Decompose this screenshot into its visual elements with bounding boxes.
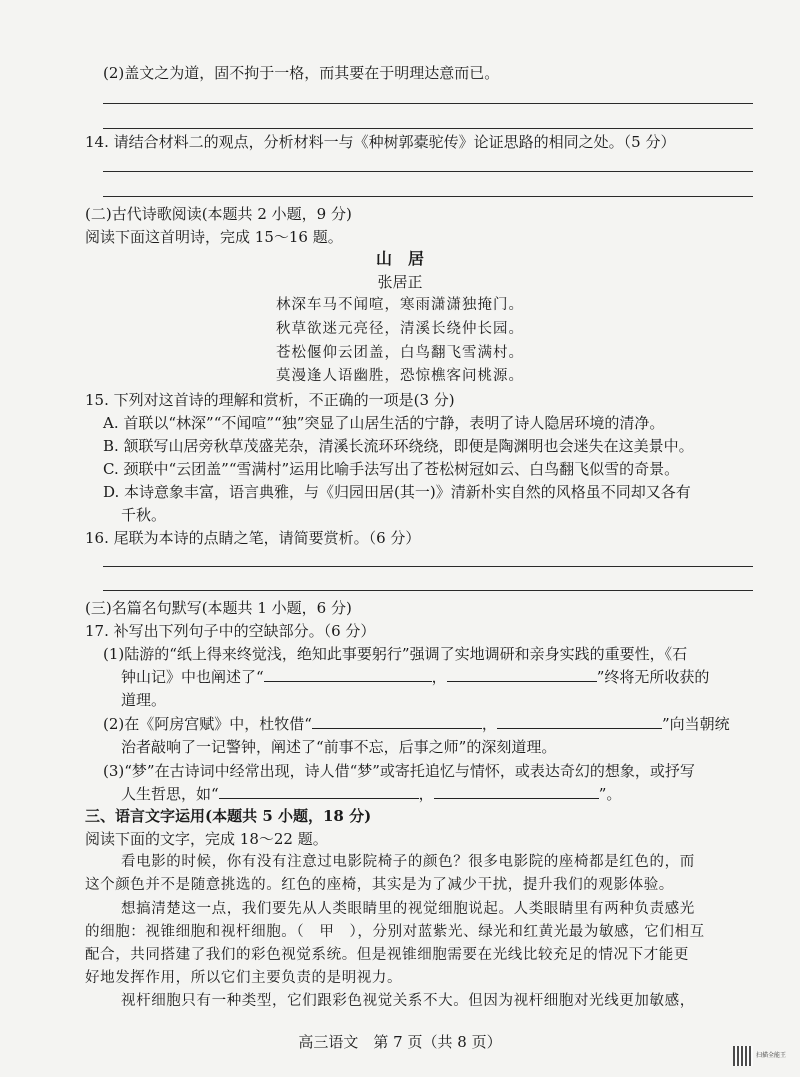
part-3-intro: 阅读下面的文字，完成 18～22 题。: [85, 830, 328, 848]
question-15-stem: 15. 下列对这首诗的理解和赏析，不正确的一项是(3 分): [85, 391, 455, 409]
passage-line: 这个颜色并不是随意挑选的。红色的座椅，其实是为了减少干扰，提升我们的观影体验。: [85, 877, 674, 893]
prompt-text: ，: [431, 668, 447, 686]
poem-line: 秋草欲迷元亮径，清溪长绕仲长园。: [276, 321, 524, 337]
answer-line: [103, 566, 753, 567]
passage-line: 看电影的时候，你有没有注意过电影院椅子的颜色？很多电影院的座椅都是红色的，而: [121, 854, 695, 870]
prompt-text: ，: [481, 715, 497, 733]
poem-author: 张居正: [377, 273, 423, 291]
prompt-text: 钟山记》中也阐述了“: [121, 668, 264, 686]
poem-line: 苍松偃仰云团盖，白鸟翻飞雪满村。: [276, 345, 524, 361]
section-2-heading: (二)古代诗歌阅读(本题共 2 小题，9 分): [85, 205, 352, 223]
question-17-part-2: [103, 713, 730, 735]
question-15-option-d-cont: 千秋。: [121, 506, 167, 524]
prompt-text: ”终将无所收获的: [596, 668, 710, 686]
question-15-option-a: A. 首联以“林深”“不闻喧”“独”突显了山居生活的宁静，表明了诗人隐居环境的清净。: [103, 414, 665, 432]
prompt-text: ，: [418, 785, 434, 803]
question-17-part-3-line-2: [121, 783, 621, 805]
fill-blank[interactable]: [312, 714, 482, 729]
prompt-text: (2)在《阿房宫赋》中，杜牧借“: [103, 715, 312, 733]
question-17-stem: 17. 补写出下列句子中的空缺部分。（6 分）: [85, 622, 376, 640]
question-15-option-c: C. 颈联中“云团盖”“雪满村”运用比喻手法写出了苍松树冠如云、白鸟翻飞似雪的奇景。: [103, 460, 680, 478]
question-13-2: (2)盖文之为道，固不拘于一格，而其要在于明理达意而已。: [103, 64, 500, 82]
question-17-part-1-line-3: 道理。: [121, 691, 167, 709]
answer-line: [103, 128, 753, 129]
question-16: 16. 尾联为本诗的点睛之笔，请简要赏析。（6 分）: [85, 529, 421, 547]
question-17-part-1-line-2: [121, 666, 709, 688]
answer-line: [103, 103, 753, 104]
poem-title: 山 居: [375, 249, 424, 268]
poem-line: 莫漫逢人语幽胜，恐惊樵客问桃源。: [276, 368, 524, 384]
question-17-part-3: (3)“梦”在古诗词中经常出现，诗人借“梦”或寄托追忆与情怀，或表达奇幻的想象，或抒写: [103, 762, 695, 780]
section-3-heading: (三)名篇名句默写(本题共 1 小题，6 分): [85, 599, 352, 617]
question-17-part-1: (1)陆游的“纸上得来终觉浅，绝知此事要躬行”强调了实地调研和亲身实践的重要性，《石: [103, 645, 688, 663]
prompt-text: ”。: [598, 785, 622, 803]
fill-blank[interactable]: [434, 784, 599, 799]
passage-line: 想搞清楚这一点，我们要先从人类眼睛里的视觉细胞说起。人类眼睛里有两种负责感光: [121, 901, 695, 917]
answer-line: [103, 171, 753, 172]
fill-blank[interactable]: [219, 784, 419, 799]
part-3-heading: 三、语言文字运用(本题共 5 小题，18 分): [85, 807, 372, 825]
question-15-option-d: D. 本诗意象丰富，语言典雅，与《归园田居(其一)》清新朴实自然的风格虽不同却又各有: [103, 483, 691, 501]
answer-line: [103, 196, 753, 197]
fill-blank[interactable]: [497, 714, 662, 729]
passage-line: 配合，共同搭建了我们的彩色视觉系统。但是视锥细胞需要在光线比较充足的情况下才能更: [85, 947, 689, 963]
prompt-text: 人生哲思，如“: [121, 785, 219, 803]
poem-line: 林深车马不闻喧，寒雨潇潇独掩门。: [276, 297, 524, 313]
prompt-text: ”向当朝统: [661, 715, 730, 733]
question-15-option-b: B. 颔联写山居旁秋草茂盛芜杂，清溪长流环环绕绕，即便是陶渊明也会迷失在这美景中。: [103, 437, 694, 455]
fill-blank[interactable]: [264, 667, 432, 682]
question-14: 14. 请结合材料二的观点，分析材料一与《种树郭橐驼传》论证思路的相同之处。（5 分）: [85, 133, 676, 151]
section-2-intro: 阅读下面这首明诗，完成 15～16 题。: [85, 228, 343, 246]
page-footer: 高三语文 第 7 页（共 8 页）: [298, 1033, 502, 1051]
fill-blank[interactable]: [447, 667, 597, 682]
scanner-watermark: 扫描全能王: [756, 1052, 787, 1059]
scanner-qr-icon: [733, 1046, 753, 1066]
answer-line: [103, 590, 753, 591]
passage-line: 视杆细胞只有一种类型，它们跟彩色视觉关系不大。但因为视杆细胞对光线更加敏感，: [121, 993, 695, 1009]
question-17-part-2-line-2: 治者敲响了一记警钟，阐述了“前事不忘，后事之师”的深刻道理。: [121, 738, 557, 756]
passage-line: 的细胞：视锥细胞和视杆细胞。（ 甲 ），分别对蓝紫光、绿光和红黄光最为敏感，它们相互: [85, 924, 705, 940]
passage-line: 好地发挥作用，所以它们主要负责的是明视力。: [85, 970, 403, 986]
